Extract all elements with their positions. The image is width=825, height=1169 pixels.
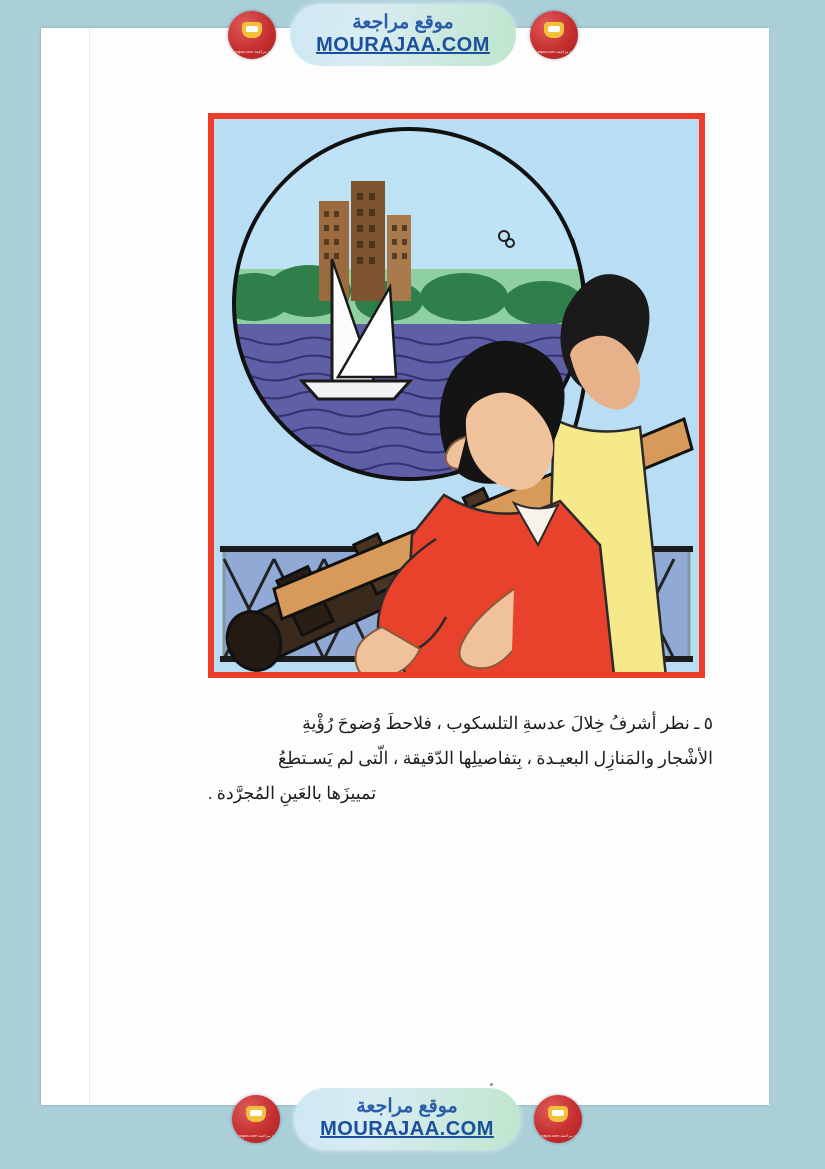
caption-line-2: الأشْجار والمَنازِل البعيـدة ، بِتفاصيلِها الدّقيقة ، الّتى لم يَسـتطِعُ <box>277 748 713 768</box>
watermark-seal-icon-right <box>530 11 578 59</box>
seal-emblem-icon <box>246 1106 266 1122</box>
watermark-site-url: MOURAJAA.COM <box>316 33 490 56</box>
watermark-banner-bottom <box>232 1080 582 1158</box>
watermark-seal-icon-left <box>232 1095 280 1143</box>
caption-line-1: ٥ ـ نطر أشرفُ خِلالَ عدسةِ التلسكوب ، فلاحطَ وُضوحَ رُؤْيةِ <box>302 713 713 733</box>
watermark-pill-top <box>290 4 516 66</box>
illustration-figure <box>208 113 705 678</box>
page-content-area <box>89 28 769 1105</box>
seal-caption-text: موقع مراجعة mourajaa.com <box>232 1133 280 1138</box>
watermark-site-url: MOURAJAA.COM <box>320 1117 494 1140</box>
watermark-banner-top <box>228 0 578 70</box>
watermark-pill-bottom <box>294 1088 520 1150</box>
seal-emblem-icon <box>544 22 564 38</box>
watermark-seal-icon-right <box>534 1095 582 1143</box>
watermark-arabic-text: موقع مراجعة <box>356 1096 458 1118</box>
seal-caption-text: موقع مراجعة mourajaa.com <box>228 49 276 54</box>
seal-emblem-icon <box>242 22 262 38</box>
illustration-artwork <box>214 119 699 672</box>
document-page <box>41 28 768 1105</box>
watermark-seal-icon-left <box>228 11 276 59</box>
watermark-arabic-text: موقع مراجعة <box>352 12 454 34</box>
seal-emblem-icon <box>548 1106 568 1122</box>
lesson-caption <box>208 706 713 811</box>
caption-line-3: تمييزَها بالعَينِ المُجرَّدة . <box>208 783 377 803</box>
seal-caption-text: موقع مراجعة mourajaa.com <box>530 49 578 54</box>
seal-caption-text: موقع مراجعة mourajaa.com <box>534 1133 582 1138</box>
